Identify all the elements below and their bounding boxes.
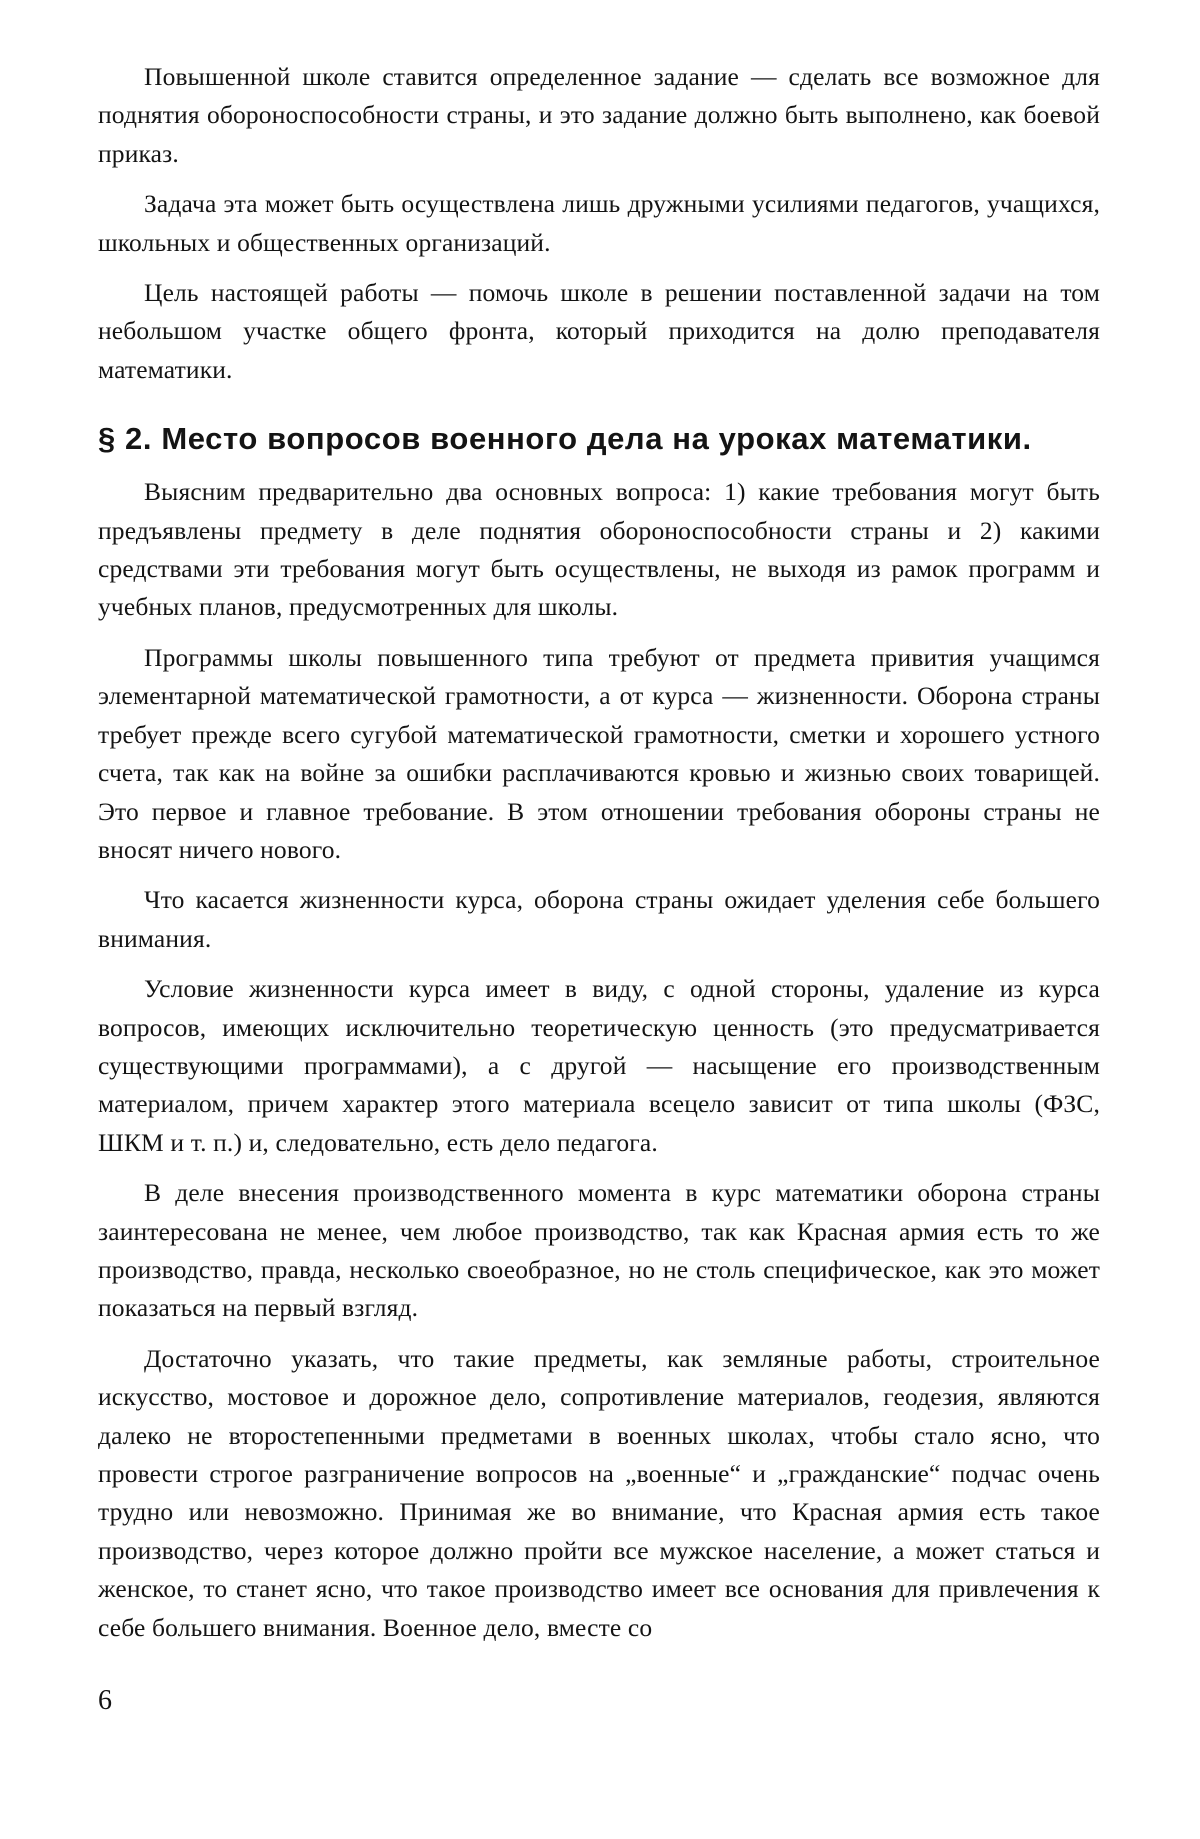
paragraph-work-goal: Цель настоящей работы — помочь школе в решении поставленной задачи на том небольшом участке общего фронта, который приходится на долю преподавателя математики.: [98, 274, 1100, 389]
paragraph-production-moment: В деле внесения производственного момента в курс математики оборона страны заинтересована не менее, чем любое производство, так как Красная армия есть то же производство, правда, несколько своеобразное, но не столь специфическое, как это может показаться на первый взгляд.: [98, 1174, 1100, 1328]
page-text-block: [98, 58, 1100, 1659]
book-page: [0, 0, 1200, 1839]
paragraph-two-questions: Выясним предварительно два основных вопроса: 1) какие требования могут быть предъявлены предмету в деле поднятия обороноспособности страны и 2) какими средствами эти требования могут быть осуществлены, не выходя из рамок программ и учебных планов, предусмотренных для школы.: [98, 473, 1100, 627]
paragraph-joint-efforts: Задача эта может быть осуществлена лишь дружными усилиями педагогов, учащихся, школьных и общественных организаций.: [98, 185, 1100, 262]
page-number: 6: [98, 1685, 112, 1717]
paragraph-course-vitality: Что касается жизненности курса, оборона страны ожидает уделения себе большего внимания.: [98, 881, 1100, 958]
paragraph-vitality-condition: Условие жизненности курса имеет в виду, с одной стороны, удаление из курса вопросов, имеющих исключительно теоретическую ценность (это предусматривается существующими программами), а с другой — насыщение его производственным материалом, причем характер этого материала всецело зависит от типа школы (ФЗС, ШКМ и т. п.) и, следовательно, есть дело педагога.: [98, 970, 1100, 1162]
paragraph-military-subjects: Достаточно указать, что такие предметы, как земляные работы, строительное искусство, мостовое и дорожное дело, сопротивление материалов, геодезия, являются далеко не второстепенными предметами в военных школах, чтобы стало ясно, что провести строгое разграничение вопросов на „военные“ и „гражданские“ подчас очень трудно или невозможно. Принимая же во внимание, что Красная армия есть такое производство, через которое должно пройти все мужское население, а может статься и женское, то станет ясно, что такое производство имеет все основания для привлечения к себе большего внимания. Военное дело, вместе со: [98, 1340, 1100, 1647]
section-heading: § 2. Место вопросов военного дела на уроках математики.: [98, 419, 1100, 459]
paragraph-school-task: Повышенной школе ставится определенное задание — сделать все возможное для поднятия обороноспособности страны, и это задание должно быть выполнено, как боевой приказ.: [98, 58, 1100, 173]
paragraph-program-requirements: Программы школы повышенного типа требуют от предмета привития учащимся элементарной математической грамотности, а от курса — жизненности. Оборона страны требует прежде всего сугубой математической грамотности, сметки и хорошего устного счета, так как на войне за ошибки расплачиваются кровью и жизнью своих товарищей. Это первое и главное требование. В этом отношении требования обороны страны не вносят ничего нового.: [98, 639, 1100, 869]
